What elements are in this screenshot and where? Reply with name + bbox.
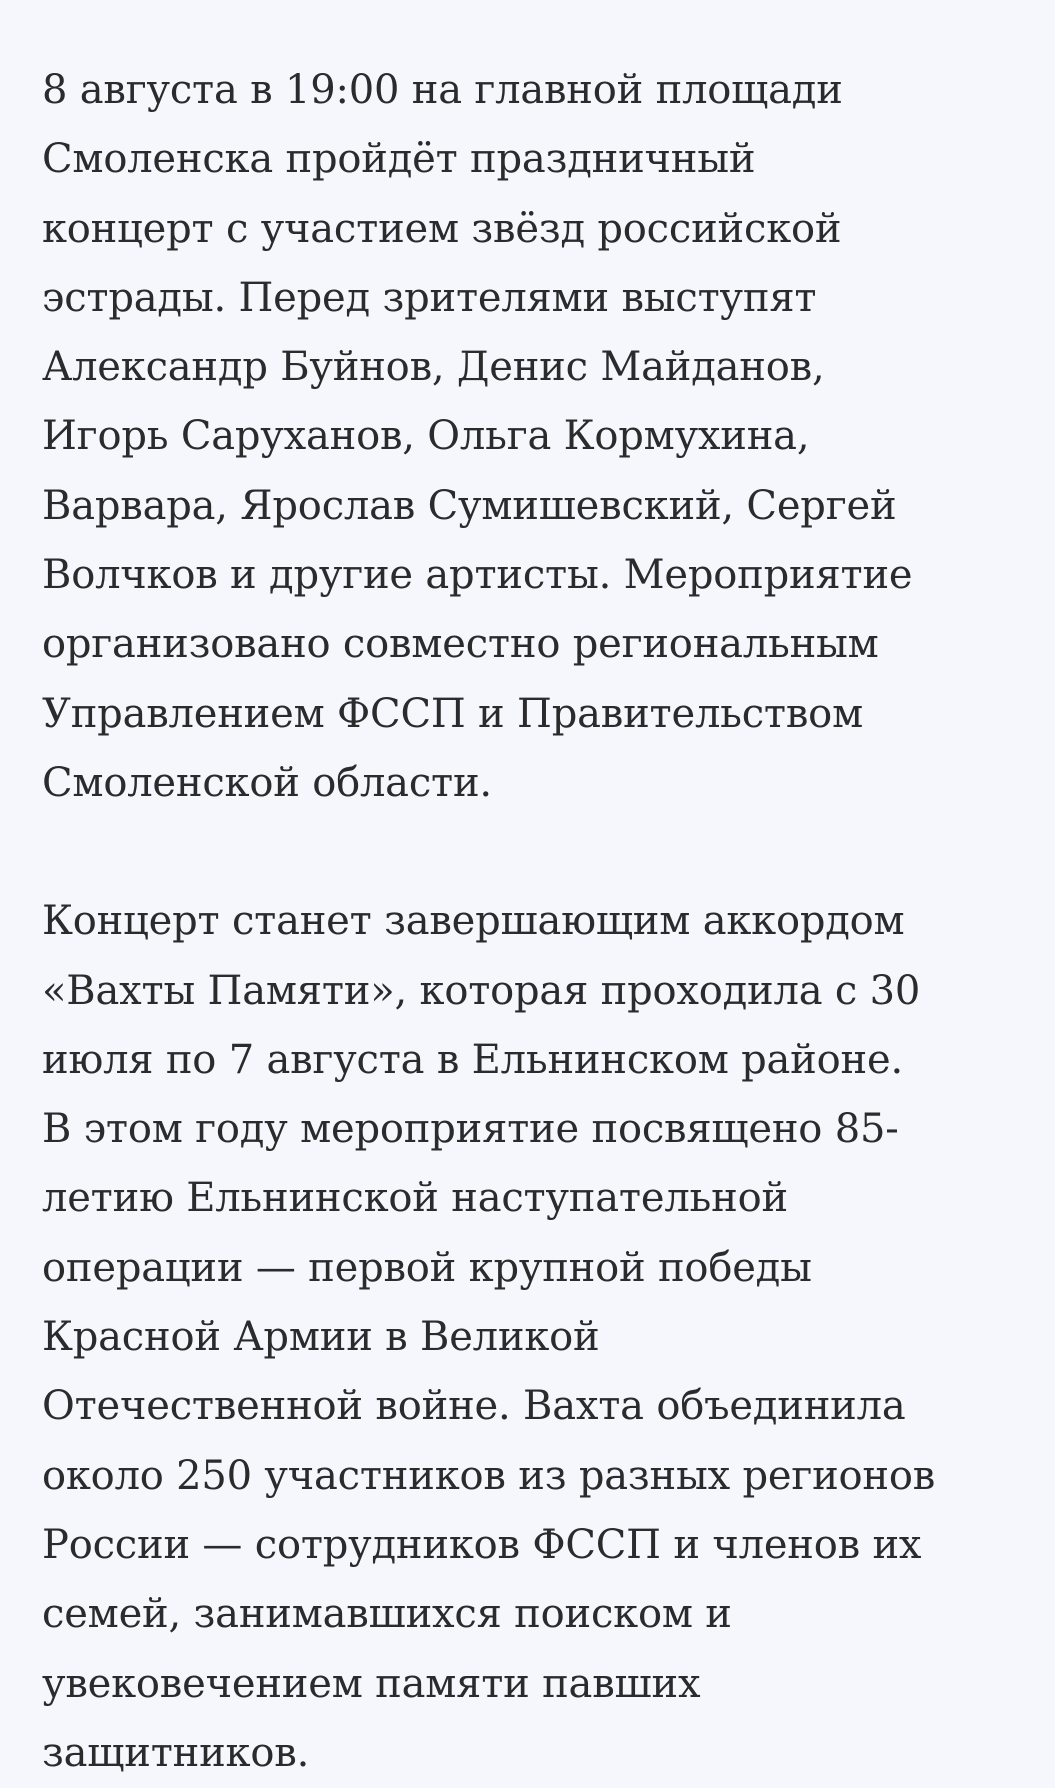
text-line: В этом году мероприятие посвящено 85- bbox=[42, 1106, 899, 1153]
text-line: эстрады. Перед зрителями выступят bbox=[42, 274, 817, 321]
text-line: семей, занимавшихся поиском и bbox=[42, 1591, 732, 1638]
text-line: летию Ельнинской наступательной bbox=[42, 1175, 788, 1222]
text-line: защитников. bbox=[42, 1729, 310, 1776]
text-line: Управлением ФССП и Правительством bbox=[42, 690, 863, 737]
text-line: Красной Армии в Великой bbox=[42, 1314, 600, 1361]
text-line: Смоленской области. bbox=[42, 759, 492, 806]
text-line: Александр Буйнов, Денис Майданов, bbox=[42, 344, 825, 391]
paragraph-concert-announcement bbox=[42, 56, 1035, 818]
text-line: концерт с участием звёзд российской bbox=[42, 205, 842, 252]
text-line: операции — первой крупной победы bbox=[42, 1244, 812, 1291]
paragraph-spacer bbox=[42, 818, 1035, 887]
text-line: «Вахты Памяти», которая проходила с 30 bbox=[42, 967, 921, 1014]
text-line: 8 августа в 19:00 на главной площади bbox=[42, 67, 843, 113]
paragraph-memory-watch bbox=[42, 887, 1035, 1788]
text-line: Концерт станет завершающим аккордом bbox=[42, 898, 905, 945]
text-line: Смоленска пройдёт праздничный bbox=[42, 136, 756, 183]
text-line: России — сотрудников ФССП и членов их bbox=[42, 1521, 922, 1568]
text-line: июля по 7 августа в Ельнинском районе. bbox=[42, 1036, 903, 1083]
text-line: увековечением памяти павших bbox=[42, 1660, 701, 1707]
text-line: Волчков и другие артисты. Мероприятие bbox=[42, 552, 913, 599]
text-line: около 250 участников из разных регионов bbox=[42, 1452, 936, 1499]
text-line: Отечественной войне. Вахта объединила bbox=[42, 1383, 906, 1430]
text-line: Варвара, Ярослав Сумишевский, Сергей bbox=[42, 482, 897, 529]
text-line: организовано совместно региональным bbox=[42, 621, 879, 668]
text-line: Игорь Саруханов, Ольга Кормухина, bbox=[42, 413, 810, 460]
